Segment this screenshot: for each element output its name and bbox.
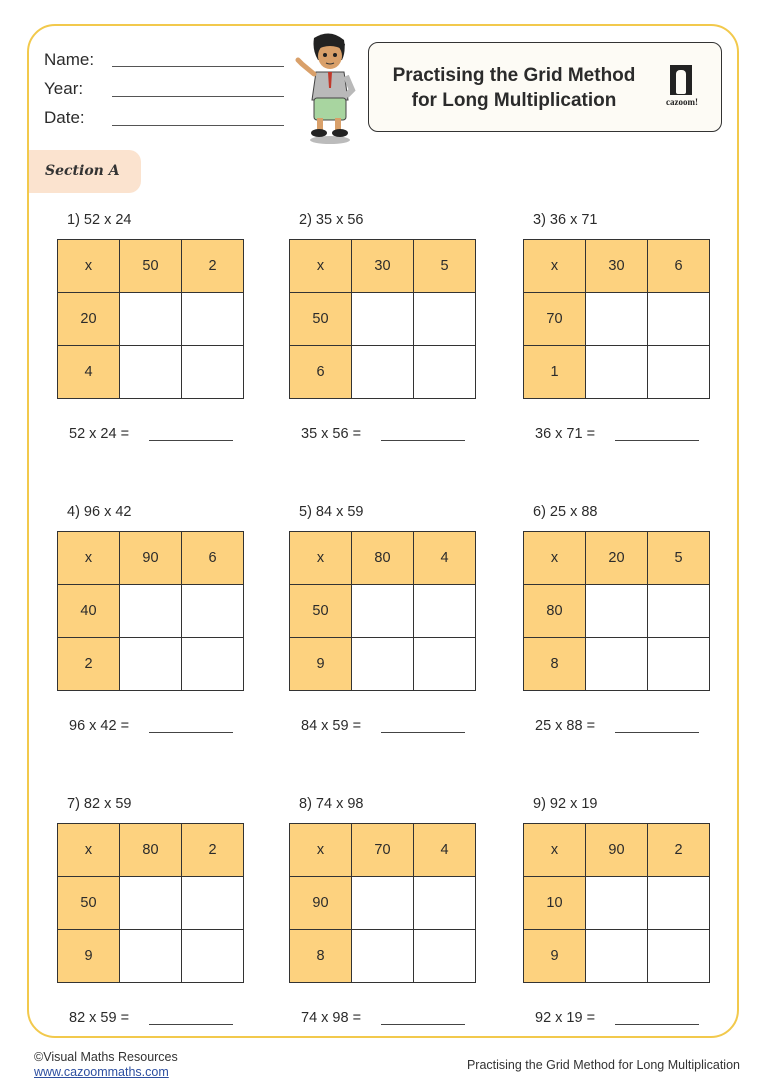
grid-answer-cell[interactable] [352, 930, 414, 983]
grid-column-header: 4 [414, 824, 476, 877]
grid-answer-cell[interactable] [648, 877, 710, 930]
grid-answer-cell[interactable] [120, 638, 182, 691]
grid-row-header: 4 [58, 346, 120, 399]
grid-column-header: 2 [182, 240, 244, 293]
grid-column-header: 2 [648, 824, 710, 877]
grid-row-header: 9 [524, 930, 586, 983]
grid-answer-cell[interactable] [648, 930, 710, 983]
grid-corner-cell: x [290, 532, 352, 585]
grid-row-header: 8 [290, 930, 352, 983]
grid-corner-cell: x [58, 240, 120, 293]
grid-row-header: 50 [290, 585, 352, 638]
grid-answer-cell[interactable] [648, 585, 710, 638]
grid-answer-cell[interactable] [648, 346, 710, 399]
multiplication-grid [289, 531, 476, 691]
grid-answer-cell[interactable] [182, 638, 244, 691]
multiplication-grid [57, 239, 244, 399]
grid-corner-cell: x [524, 532, 586, 585]
problem-title: 4) 96 x 42 [67, 504, 132, 520]
problem-title: 8) 74 x 98 [299, 796, 364, 812]
answer-field[interactable] [149, 732, 233, 733]
title-line-1: Practising the Grid Method [392, 65, 636, 86]
grid-corner-cell: x [524, 824, 586, 877]
grid-answer-cell[interactable] [120, 930, 182, 983]
grid-column-header: 30 [586, 240, 648, 293]
section-label: Section A [45, 163, 120, 179]
grid-corner-cell: x [524, 240, 586, 293]
grid-column-header: 80 [352, 532, 414, 585]
problem-title: 1) 52 x 24 [67, 212, 132, 228]
answer-field[interactable] [615, 732, 699, 733]
grid-answer-cell[interactable] [414, 638, 476, 691]
multiplication-grid [57, 823, 244, 983]
grid-row-header: 9 [290, 638, 352, 691]
answer-label: 36 x 71 = [535, 426, 596, 442]
grid-column-header: 90 [120, 532, 182, 585]
multiplication-grid [523, 823, 710, 983]
grid-row-header: 1 [524, 346, 586, 399]
grid-answer-cell[interactable] [586, 638, 648, 691]
answer-label: 92 x 19 = [535, 1010, 596, 1026]
grid-answer-cell[interactable] [648, 293, 710, 346]
multiplication-grid [289, 239, 476, 399]
grid-answer-cell[interactable] [414, 585, 476, 638]
problem-title: 3) 36 x 71 [533, 212, 598, 228]
grid-column-header: 90 [586, 824, 648, 877]
answer-label: 74 x 98 = [301, 1010, 362, 1026]
grid-row-header: 20 [58, 293, 120, 346]
year-field[interactable] [112, 96, 284, 97]
year-label: Year: [44, 79, 84, 98]
grid-row-header: 40 [58, 585, 120, 638]
grid-row-header: 9 [58, 930, 120, 983]
grid-column-header: 5 [414, 240, 476, 293]
grid-column-header: 80 [120, 824, 182, 877]
grid-row-header: 50 [58, 877, 120, 930]
title-line-2: for Long Multiplication [411, 90, 617, 111]
grid-answer-cell[interactable] [414, 346, 476, 399]
answer-label: 96 x 42 = [69, 718, 130, 734]
grid-answer-cell[interactable] [352, 638, 414, 691]
cazoom-website-link[interactable]: www.cazoommaths.com [34, 1065, 169, 1079]
grid-answer-cell[interactable] [586, 877, 648, 930]
grid-column-header: 30 [352, 240, 414, 293]
answer-field[interactable] [381, 732, 465, 733]
grid-corner-cell: x [58, 824, 120, 877]
footer-copyright-block [34, 1050, 178, 1080]
grid-answer-cell[interactable] [352, 293, 414, 346]
grid-column-header: 6 [182, 532, 244, 585]
grid-row-header: 8 [524, 638, 586, 691]
grid-answer-cell[interactable] [414, 877, 476, 930]
date-label: Date: [44, 108, 85, 127]
answer-field[interactable] [615, 440, 699, 441]
grid-answer-cell[interactable] [120, 293, 182, 346]
grid-answer-cell[interactable] [586, 293, 648, 346]
grid-answer-cell[interactable] [120, 346, 182, 399]
name-label: Name: [44, 50, 95, 69]
problem-title: 2) 35 x 56 [299, 212, 364, 228]
mascot-illustration [290, 30, 360, 145]
worksheet-title [369, 63, 659, 113]
answer-field[interactable] [381, 440, 465, 441]
grid-answer-cell[interactable] [586, 930, 648, 983]
multiplication-grid [57, 531, 244, 691]
grid-corner-cell: x [58, 532, 120, 585]
problem-title: 5) 84 x 59 [299, 504, 364, 520]
grid-column-header: 2 [182, 824, 244, 877]
answer-label: 35 x 56 = [301, 426, 362, 442]
grid-corner-cell: x [290, 240, 352, 293]
answer-field[interactable] [149, 440, 233, 441]
grid-column-header: 20 [586, 532, 648, 585]
grid-answer-cell[interactable] [352, 585, 414, 638]
grid-answer-cell[interactable] [182, 585, 244, 638]
multiplication-grid [523, 239, 710, 399]
multiplication-grid [523, 531, 710, 691]
grid-answer-cell[interactable] [414, 930, 476, 983]
footer-title: Practising the Grid Method for Long Multiplication [466, 1058, 740, 1072]
grid-answer-cell[interactable] [182, 877, 244, 930]
cazoom-logo-icon [670, 65, 692, 95]
worksheet-title-box [368, 42, 722, 132]
grid-answer-cell[interactable] [352, 346, 414, 399]
grid-answer-cell[interactable] [414, 293, 476, 346]
grid-answer-cell[interactable] [182, 930, 244, 983]
grid-answer-cell[interactable] [182, 293, 244, 346]
grid-row-header: 6 [290, 346, 352, 399]
answer-label: 82 x 59 = [69, 1010, 130, 1026]
answer-field[interactable] [149, 1024, 233, 1025]
answer-label: 25 x 88 = [535, 718, 596, 734]
section-a-tab [29, 150, 141, 193]
grid-answer-cell[interactable] [120, 585, 182, 638]
grid-row-header: 70 [524, 293, 586, 346]
grid-column-header: 5 [648, 532, 710, 585]
answer-field[interactable] [615, 1024, 699, 1025]
grid-answer-cell[interactable] [586, 346, 648, 399]
grid-answer-cell[interactable] [120, 877, 182, 930]
grid-row-header: 90 [290, 877, 352, 930]
answer-label: 84 x 59 = [301, 718, 362, 734]
cazoom-logo-text: cazoom! [666, 97, 698, 107]
grid-row-header: 2 [58, 638, 120, 691]
problem-title: 9) 92 x 19 [533, 796, 598, 812]
grid-answer-cell[interactable] [352, 877, 414, 930]
grid-row-header: 50 [290, 293, 352, 346]
cazoom-logo [657, 61, 707, 113]
date-field[interactable] [112, 125, 284, 126]
grid-answer-cell[interactable] [182, 346, 244, 399]
problem-title: 7) 82 x 59 [67, 796, 132, 812]
grid-corner-cell: x [290, 824, 352, 877]
name-field[interactable] [112, 66, 284, 67]
grid-row-header: 80 [524, 585, 586, 638]
grid-row-header: 10 [524, 877, 586, 930]
grid-answer-cell[interactable] [648, 638, 710, 691]
grid-answer-cell[interactable] [586, 585, 648, 638]
multiplication-grid [289, 823, 476, 983]
problem-title: 6) 25 x 88 [533, 504, 598, 520]
answer-field[interactable] [381, 1024, 465, 1025]
answer-label: 52 x 24 = [69, 426, 130, 442]
grid-column-header: 6 [648, 240, 710, 293]
grid-column-header: 4 [414, 532, 476, 585]
grid-column-header: 50 [120, 240, 182, 293]
copyright-text: ©Visual Maths Resources [34, 1050, 178, 1064]
grid-column-header: 70 [352, 824, 414, 877]
